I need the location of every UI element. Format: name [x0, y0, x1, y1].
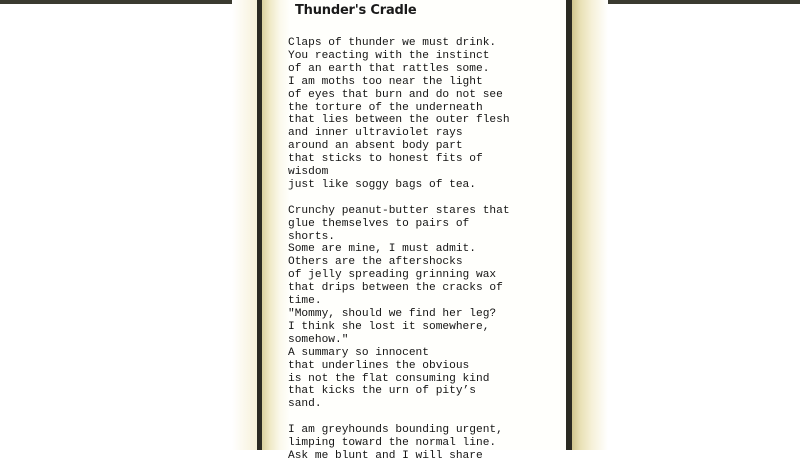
poem-line: the torture of the underneath — [288, 101, 483, 114]
poem-line: is not the flat consuming kind — [288, 372, 490, 385]
poem-line: time. — [288, 295, 322, 308]
poem-line: just like soggy bags of tea. — [288, 178, 476, 191]
poem-page — [262, 0, 566, 462]
poem-line: and inner ultraviolet rays — [288, 127, 463, 140]
poem-line: that underlines the obvious — [288, 359, 470, 372]
poem-line: of eyes that burn and do not see — [288, 88, 503, 101]
right-shadow — [572, 0, 608, 450]
poem-line: I think she lost it somewhere, — [288, 320, 490, 333]
stanza-2 — [288, 205, 510, 412]
poem-line: A summary so innocent — [288, 346, 429, 359]
left-shadow — [232, 0, 258, 450]
poem-line: glue themselves to pairs of — [288, 217, 470, 230]
stanza-3 — [288, 424, 510, 463]
poem-line: Some are mine, I must admit. — [288, 243, 476, 256]
poem-line: that sticks to honest fits of — [288, 153, 483, 166]
poem-line: Others are the aftershocks — [288, 256, 463, 269]
poem-line: that lies between the outer flesh — [288, 114, 510, 127]
poem-line: limping toward the normal line. — [288, 437, 497, 450]
poem-line: somehow." — [288, 333, 349, 346]
poem-line: shorts. — [288, 230, 335, 243]
poem-line: sand. — [288, 398, 322, 411]
poem-line: I am greyhounds bounding urgent, — [288, 424, 503, 437]
poem-line: Crunchy peanut-butter stares that — [288, 204, 510, 217]
poem-line: around an absent body part — [288, 140, 463, 153]
stanza-1 — [288, 37, 510, 192]
poem-line: Ask me blunt and I will share — [288, 449, 483, 462]
poem-line: of jelly spreading grinning wax — [288, 269, 497, 282]
poem-line: of an earth that rattles some. — [288, 62, 490, 75]
poem-line: "Mommy, should we find her leg? — [288, 308, 497, 321]
poem-line: You reacting with the instinct — [288, 49, 490, 62]
poem-line: wisdom — [288, 166, 329, 179]
poem-line: that drips between the cracks of — [288, 282, 503, 295]
poem-line: I am moths too near the light — [288, 75, 483, 88]
poem-body — [288, 37, 510, 476]
poem-line: that kicks the urn of pity’s — [288, 385, 476, 398]
page-title: Thunder's Cradle — [295, 3, 417, 18]
poem-line: Claps of thunder we must drink. — [288, 37, 497, 49]
